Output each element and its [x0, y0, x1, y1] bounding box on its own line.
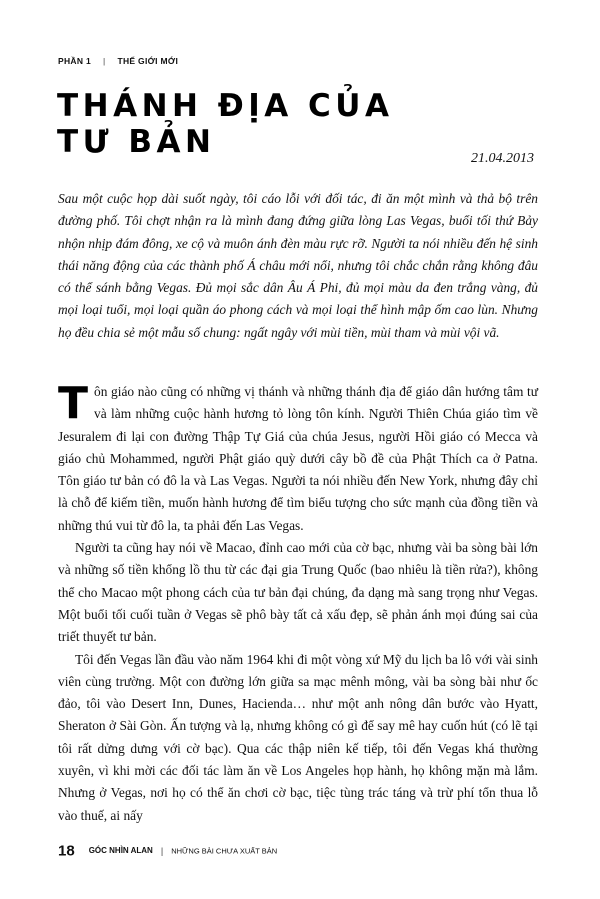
book-title: GÓC NHÌN ALAN [88, 846, 153, 856]
body-paragraph-3: Tôi đến Vegas lần đầu vào năm 1964 khi đi một vòng xứ Mỹ du lịch ba lô với vài sinh viên cùng trường. Một con đường lớn giữa sa mạc mênh mông, vài ba sòng bài như ốc đảo, tôi vào Desert Inn, Dunes, Hacienda… như một anh nông dân bước vào Hyatt, Sheraton ở Sài Gòn. Ấn tượng và lạ, nhưng không có gì để say mê hay cuốn hút (có lẽ tại tôi rất dửng dưng với cờ bạc). Qua các thập niên kế tiếp, tôi đến Vegas khá thường xuyên, vì khi mời các đối tác làm ăn về Los Angeles họp hành, họ không mặn mà lắm. Nhưng ở Vegas, nơi họ có thể ăn chơi cờ bạc, tiệc tùng trác táng và trừ phí tổn thua lỗ vào thuế, ai nấy [58, 651, 538, 823]
body-paragraph-1-text: ôn giáo nào cũng có những vị thánh và những thánh địa để giáo dân hướng tâm tư và làm những cuộc hành hương tỏ lòng tôn kính. Người Thiên Chúa giáo tìm về Jesuralem đi lại con đường Thập Tự Giá của chúa Jesus, người Hồi giáo có Mecca và giáo chủ Mohammed, người Phật giáo quỳ dưới cây bồ đề của Phật Thích ca ở Patna. Tôn giáo tư bản có đô la và Las Vegas. Người ta nói nhiều đến New York, nhưng đây chỉ là chỗ để kiếm tiền, muốn hành hương để tìm biểu tượng cho sức mạnh của đồng tiền và những thú vui từ đô la, ta phải đến Las Vegas. [58, 384, 538, 533]
running-footer [58, 842, 277, 860]
running-header [58, 56, 178, 66]
body-paragraph-1 [58, 378, 538, 537]
header-separator: | [102, 56, 106, 66]
series-title: NHỮNG BÀI CHƯA XUẤT BẢN [171, 846, 278, 856]
body-text [58, 378, 538, 827]
chapter-title-line-2: TƯ BẢN [57, 124, 216, 160]
drop-cap: T [58, 378, 89, 429]
section-label: THẾ GIỚI MỚI [117, 56, 179, 66]
chapter-title [57, 88, 393, 160]
intro-paragraph: Sau một cuộc họp dài suốt ngày, tôi cáo lỗi với đối tác, đi ăn một mình và thả bộ trên đường phố. Tôi chợt nhận ra là mình đang đứng giữa lòng Las Vegas, buổi tối thứ Bảy nhộn nhịp đám đông, xe cộ và muôn ánh đèn màu rực rỡ. Người ta nói nhiều đến hệ sinh thái năng động của các thành phố Á châu mới nổi, nhưng tôi chắc chắn rằng không đâu có thể sánh bằng Vegas. Đủ mọi sắc dân Âu Á Phi, đủ mọi màu da đen trắng vàng, đủ mọi loại tuổi, mọi loại quần áo phong cách và mọi loại thể hình mập ốm cao lùn. Nhưng họ đều chia sẻ một mẫu số chung: ngất ngây với mùi tiền, mùi tham và mùi vội vã. [58, 191, 538, 340]
chapter-title-line-1: THÁNH ĐỊA CỦA [57, 88, 394, 124]
part-label: PHẦN 1 [58, 56, 91, 66]
page-number: 18 [58, 842, 75, 860]
footer-separator: | [160, 845, 164, 856]
body-paragraph-2: Người ta cũng hay nói về Macao, đỉnh cao mới của cờ bạc, nhưng vài ba sòng bài lớn và những số tiền khổng lồ thu từ các đại gia Trung Quốc (bao nhiêu là tiền rửa?), không thể cho Macao một phong cách của tư bản đại chúng, đa dạng mà sang trọng như Vegas. Một buổi tối cuối tuần ở Vegas sẽ phô bày tất cả xấu đẹp, sẽ phản ánh mọi đúng sai của triết thuyết tư bản. [58, 540, 538, 645]
chapter-date: 21.04.2013 [471, 151, 534, 166]
